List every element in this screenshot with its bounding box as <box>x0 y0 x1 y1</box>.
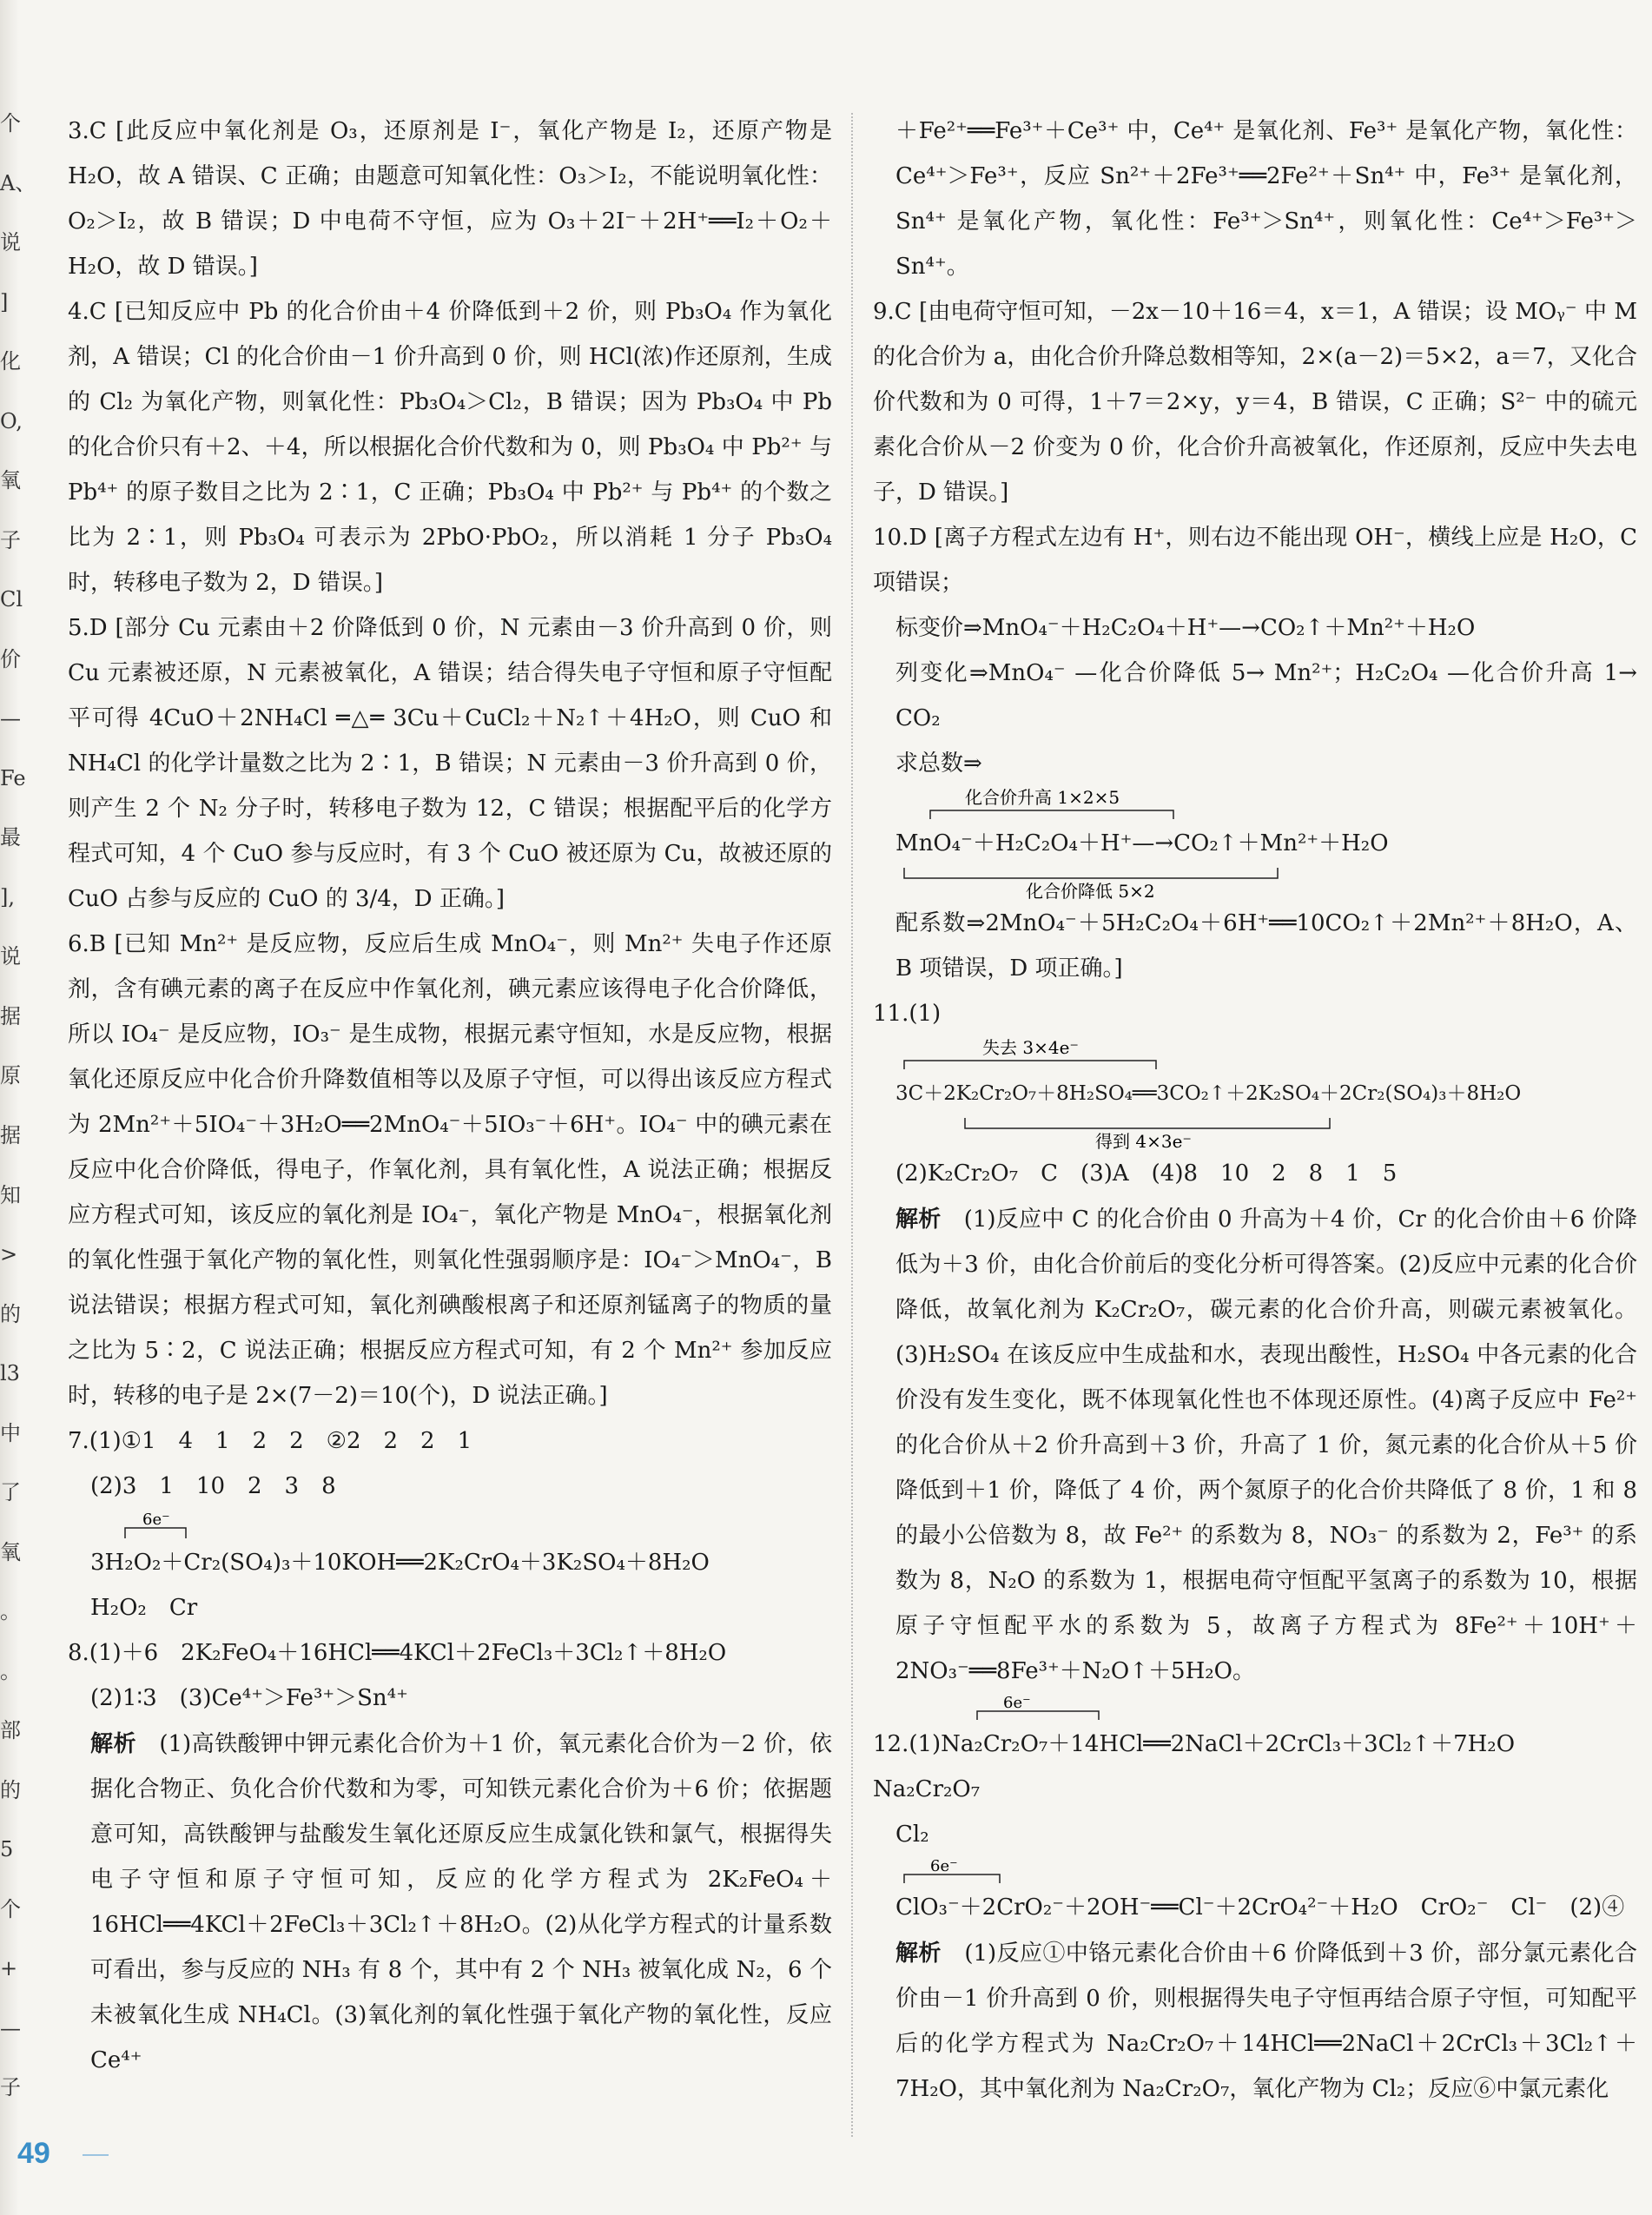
analysis-text-8: (1)高铁酸钾中钾元素化合价为＋1 价，氧元素化合价为－2 价，依据化合物正、负化合价代数和为零，可知铁元素化合价为＋6 价；依据题意可知，高铁酸钾与盐酸发生氧化还原反应生成氯化铁和氯气，根据得失电子守恒和原子守恒可知，反应的化学方程式为 2K₂FeO₄＋16HCl══4KCl＋2FeCl₃＋3Cl₂↑＋8H₂O。(2)从化学方程式的计量系数可看出，参与反应的 NH₃ 有 8 个，其中有 2 个 NH₃ 被氧化成 N₂，6 个未被氧化生成 NH₄Cl。(3)氧化剂的氧化性强于氧化产物的氧化性，反应 Ce⁴⁺ <box>90 1731 832 2073</box>
lose-line-11 <box>904 1061 1156 1069</box>
electron-transfer-10 <box>895 786 1637 901</box>
column-divider <box>851 113 853 2137</box>
fall-line-10 <box>904 868 1278 878</box>
answer-8-part1: 8.(1)＋6 2K₂FeO₄＋16HCl══4KCl＋2FeCl₃＋3Cl₂↑＋8H₂O <box>68 1640 727 1666</box>
electron-transfer-7 <box>90 1509 832 1585</box>
answer-8-continued: ＋Fe²⁺══Fe³⁺＋Ce³⁺ 中，Ce⁴⁺ 是氧化剂、Fe³⁺ 是氧化产物，氧化性：Ce⁴⁺＞Fe³⁺，反应 Sn²⁺＋2Fe³⁺══2Fe²⁺＋Sn⁴⁺ 中，Fe³⁺ 是氧化剂，Sn⁴⁺ 是氧化产物，氧化性：Fe³⁺＞Sn⁴⁺，则氧化性：Ce⁴⁺＞Fe³⁺＞Sn⁴⁺。 <box>895 118 1637 280</box>
bracket-12a <box>873 1694 1133 1722</box>
answer-10-coefficients: 配系数⇒2MnO₄⁻＋5H₂C₂O₄＋6H⁺══10CO₂↑＋2Mn²⁺＋8H₂O，A、B 项错误，D 项正确。] <box>895 910 1637 982</box>
edge-fragment: 知 <box>0 1183 21 1207</box>
electron-label-7: 6e⁻ <box>142 1511 170 1529</box>
answer-3: 3.C [此反应中氧化剂是 O₃，还原剂是 I⁻，氧化产物是 I₂，还原产物是 H₂O，故 A 错误、C 正确；由题意可知氧化性：O₃＞I₂，不能说明氧化性：O₂＞I₂，故 B 错误；D 中电荷不守恒，应为 O₃＋2I⁻＋2H⁺══I₂＋O₂＋H₂O，故 D 错误。] <box>68 118 832 280</box>
answer-11-part2: (2)K₂Cr₂O₇ C (3)A (4)8 10 2 8 1 5 <box>895 1160 1398 1187</box>
page-number: 49 <box>17 2137 50 2170</box>
electron-transfer-12a <box>873 1694 1637 1812</box>
answer-9: 9.C [由电荷守恒可知，－2x－10＋16＝4，x＝1，A 错误；设 MOᵧ⁻ 中 M 的化合价为 a，由化合价升降总数相等知，2×(a－2)＝5×2，a＝7，又化合价代数和为 0 可得，1＋7＝2×y，y＝4，B 错误，C 正确；S²⁻ 中的硫元素化合价从－2 价变为 0 价，化合价升高被氧化，作还原剂，反应中失去电子，D 错误。] <box>873 299 1637 506</box>
bracket-line-12b <box>904 1874 1000 1883</box>
edge-fragment: O, <box>0 409 23 433</box>
edge-fragment: 中 <box>0 1421 21 1445</box>
right-column <box>873 109 1637 2112</box>
edge-fragment: 据 <box>0 1004 21 1028</box>
edge-fragment: Fe <box>0 766 26 790</box>
bracket-12b <box>895 1857 1156 1885</box>
equation-12b: ClO₃⁻＋2CrO₂⁻＋2OH⁻══Cl⁻＋2CrO₄²⁻＋H₂O CrO₂⁻ Cl⁻ (2)④ <box>895 1894 1625 1921</box>
edge-fragment: 5 <box>0 1837 14 1861</box>
edge-fragment: 了 <box>0 1480 21 1504</box>
edge-fragment: 氧 <box>0 1540 21 1564</box>
equation-10: MnO₄⁻＋H₂C₂O₄＋H⁺—→CO₂↑＋Mn²⁺＋H₂O <box>895 830 1389 856</box>
equation-7: 3H₂O₂＋Cr₂(SO₄)₃＋10KOH══2K₂CrO₄＋3K₂SO₄＋8H₂O <box>90 1550 710 1576</box>
edge-fragment: 的 <box>0 1302 21 1326</box>
answer-6: 6.B [已知 Mn²⁺ 是反应物，反应后生成 MnO₄⁻，则 Mn²⁺ 失电子作还原剂，含有碘元素的离子在反应中作氧化剂，碘元素应该得电子化合价降低，所以 IO₄⁻ 是反应物，IO₃⁻ 是生成物，根据元素守恒知，水是反应物，根据氧化还原反应中化合价升降数值相等以及原子守恒，可以得出该反应方程式为 2Mn²⁺＋5IO₄⁻＋3H₂O══2MnO₄⁻＋5IO₃⁻＋6H⁺。IO₄⁻ 中的碘元素在反应中化合价降低，得电子，作氧化剂，具有氧化性，A 说法正确；根据反应方程式可知，该反应的氧化剂是 IO₄⁻，氧化产物是 MnO₄⁻，根据氧化剂的氧化性强于氧化产物的氧化性，则氧化性强弱顺序是：IO₄⁻＞MnO₄⁻，B 说法错误；根据方程式可知，氧化剂碘酸根离子和还原剂锰离子的物质的量之比为 5∶2，C 说法正确；根据反应方程式可知，有 2 个 Mn²⁺ 参加反应时，转移的电子是 2×(7－2)＝10(个)，D 说法正确。] <box>68 931 832 1409</box>
analysis-text-12: (1)反应①中铬元素化合价由＋6 价降低到＋3 价，部分氯元素化合价由－1 价升高到 0 价，则根据得失电子守恒再结合原子守恒，可知配平后的化学方程式为 Na₂Cr₂O₇＋14HCl══2NaCl＋2CrCl₃＋3Cl₂↑＋7H₂O，其中氧化剂为 Na₂Cr₂O₇，氧化产物为 Cl₂；反应⑥中氯元素化 <box>895 1941 1637 2102</box>
edge-fragment: 的 <box>0 1778 21 1802</box>
gain-line-11 <box>965 1118 1330 1128</box>
electron-transfer-arrow-7 <box>90 1509 264 1540</box>
answer-7-part2: (2)3 1 10 2 3 8 <box>90 1473 336 1499</box>
lose-label-11: 失去 3×4e⁻ <box>982 1037 1079 1058</box>
edge-fragment: l3 <box>0 1361 20 1385</box>
answer-10-mark-valence: 标变价⇒MnO₄⁻＋H₂C₂O₄＋H⁺—→CO₂↑＋Mn²⁺＋H₂O <box>895 615 1476 641</box>
edge-fragment: 原 <box>0 1063 21 1088</box>
rise-bracket-10 <box>895 786 1382 821</box>
fall-bracket-10 <box>895 866 1382 901</box>
analysis-label-8: 解析 <box>90 1730 136 1756</box>
edge-fragment: ], <box>0 885 15 909</box>
electron-label-12a: 6e⁻ <box>1003 1694 1031 1712</box>
answer-4: 4.C [已知反应中 Pb 的化合价由＋4 价降低到＋2 价，则 Pb₃O₄ 作为氧化剂，A 错误；Cl 的化合价由－1 价升高到 0 价，则 HCl(浓)作还原剂，生成的 Cl₂ 为氧化产物，则氧化性：Pb₃O₄＞Cl₂，B 错误；因为 Pb₃O₄ 中 Pb 的化合价只有＋2、＋4，所以根据化合价代数和为 0，则 Pb₃O₄ 中 Pb²⁺ 与 Pb⁴⁺ 的原子数目之比为 2∶1，C 正确；Pb₃O₄ 中 Pb²⁺ 与 Pb⁴⁺ 的个数之比为 2∶1，则 Pb₃O₄ 可表示为 2PbO·PbO₂，所以消耗 1 分子 Pb₃O₄ 时，转移电子数为 2，D 错误。] <box>68 299 832 596</box>
answer-10-list-change: 列变化⇒MnO₄⁻ —化合价降低 5→ Mn²⁺；H₂C₂O₄ —化合价升高 1→ CO₂ <box>895 660 1637 731</box>
answer-12-cl2: Cl₂ <box>895 1822 929 1848</box>
rise-label-10: 化合价升高 1×2×5 <box>965 787 1120 808</box>
edge-fragment: 子 <box>0 2075 21 2099</box>
edge-fragment: 说 <box>0 230 21 255</box>
page-number-rule <box>83 2154 109 2156</box>
edge-fragment: — <box>0 706 21 731</box>
gain-label-11: 得到 4×3e⁻ <box>1095 1131 1192 1151</box>
bracket-line-12a <box>977 1711 1099 1720</box>
page-spine <box>0 0 19 2215</box>
analysis-text-11: (1)反应中 C 的化合价由 0 升高为＋4 价，Cr 的化合价由＋6 价降低为＋3 价，由化合价前后的变化分析可得答案。(2)反应中元素的化合价降低，故氧化剂为 K₂Cr₂O₇，碳元素的化合价升高，则碳元素被氧化。(3)H₂SO₄ 在该反应中生成盐和水，表现出酸性，H₂SO₄ 中各元素的化合价没有发生变化，既不体现氧化性也不体现还原性。(4)离子反应中 Fe²⁺ 的化合价从＋2 价升高到＋3 价，升高了 1 价，氮元素的化合价从＋5 价降低到＋1 价，降低了 4 价，两个氮原子的化合价共降低了 8 价，1 和 8 的最小公倍数为 8，故 Fe²⁺ 的系数为 8，NO₃⁻ 的系数为 2，Fe³⁺ 的系数为 8，N₂O 的系数为 1，根据电荷守恒配平氢离子的系数为 10，根据原子守恒配平水的系数为 5，故离子方程式为 8Fe²⁺＋10H⁺＋2NO₃⁻══8Fe³⁺＋N₂O↑＋5H₂O。 <box>895 1207 1637 1684</box>
electron-transfer-12b <box>895 1857 1637 1930</box>
left-column <box>68 109 832 2083</box>
edge-fragment: 个 <box>0 111 21 136</box>
bracket-line-7 <box>125 1528 186 1538</box>
answer-11-part1: 11.(1) <box>873 1001 942 1027</box>
edge-fragment: 。 <box>0 1659 21 1683</box>
edge-fragment: 说 <box>0 944 21 969</box>
lose-bracket-11 <box>895 1036 1382 1071</box>
answer-8-analysis <box>68 1721 832 2083</box>
answer-10-total: 求总数⇒ <box>895 750 982 777</box>
edge-fragment: 氧 <box>0 468 21 493</box>
edge-fragment: Cl <box>0 587 23 612</box>
fall-label-10: 化合价降低 5×2 <box>1026 881 1155 901</box>
equation-12a: 12.(1)Na₂Cr₂O₇＋14HCl══2NaCl＋2CrCl₃＋3Cl₂↑＋7H₂O Na₂Cr₂O₇ <box>873 1731 1538 1802</box>
rise-line-10 <box>930 810 1173 819</box>
edge-fragment: 子 <box>0 528 21 552</box>
edge-fragment: 价 <box>0 647 21 671</box>
edge-fragment: 。 <box>0 1599 21 1623</box>
answer-7-part3: H₂O₂ Cr <box>90 1595 198 1621</box>
edge-fragment: A、 <box>0 171 36 195</box>
electron-label-12b: 6e⁻ <box>930 1857 958 1875</box>
answer-11-analysis <box>873 1196 1637 1694</box>
analysis-label-12: 解析 <box>895 1940 942 1966</box>
electron-transfer-11 <box>895 1036 1637 1151</box>
edge-fragment: ] <box>0 290 9 314</box>
answer-5: 5.D [部分 Cu 元素由＋2 价降低到 0 价，N 元素由－3 价升高到 0 价，则 Cu 元素被还原，N 元素被氧化，A 错误；结合得失电子守恒和原子守恒配平可得 4CuO＋2NH₄Cl ═△═ 3Cu＋CuCl₂＋N₂↑＋4H₂O，则 CuO 和 NH₄Cl 的化学计量数之比为 2∶1，B 错误；N 元素由－3 价升高到 0 价，则产生 2 个 N₂ 分子时，转移电子数为 12，C 错误；根据配平后的化学方程式可知，4 个 CuO 参与反应时，有 3 个 CuO 被还原为 Cu，故被还原的 CuO 占参与反应的 CuO 的 3/4，D 正确。] <box>68 615 832 912</box>
gain-bracket-11 <box>895 1116 1382 1151</box>
edge-fragment: > <box>0 1242 18 1266</box>
analysis-label-11: 解析 <box>895 1206 942 1232</box>
edge-fragment: + <box>0 1956 18 1980</box>
edge-fragment: 化 <box>0 349 21 374</box>
answer-7-part1: 7.(1)①1 4 1 2 2 ②2 2 2 1 <box>68 1428 472 1454</box>
edge-fragment: — <box>0 2016 21 2040</box>
answer-10-part1: 10.D [离子方程式左边有 H⁺，则右边不能出现 OH⁻，横线上应是 H₂O，C 项错误； <box>873 525 1637 596</box>
edge-fragment: 最 <box>0 825 21 850</box>
edge-fragment: 部 <box>0 1718 21 1742</box>
edge-fragment: 据 <box>0 1123 21 1147</box>
answer-8-part2: (2)1∶3 (3)Ce⁴⁺＞Fe³⁺＞Sn⁴⁺ <box>90 1685 408 1711</box>
edge-fragment: 个 <box>0 1897 21 1921</box>
answer-12-analysis <box>873 1930 1637 2112</box>
equation-11: 3C＋2K₂Cr₂O₇＋8H₂SO₄══3CO₂↑＋2K₂SO₄＋2Cr₂(SO₄)₃＋8H₂O <box>895 1082 1522 1105</box>
